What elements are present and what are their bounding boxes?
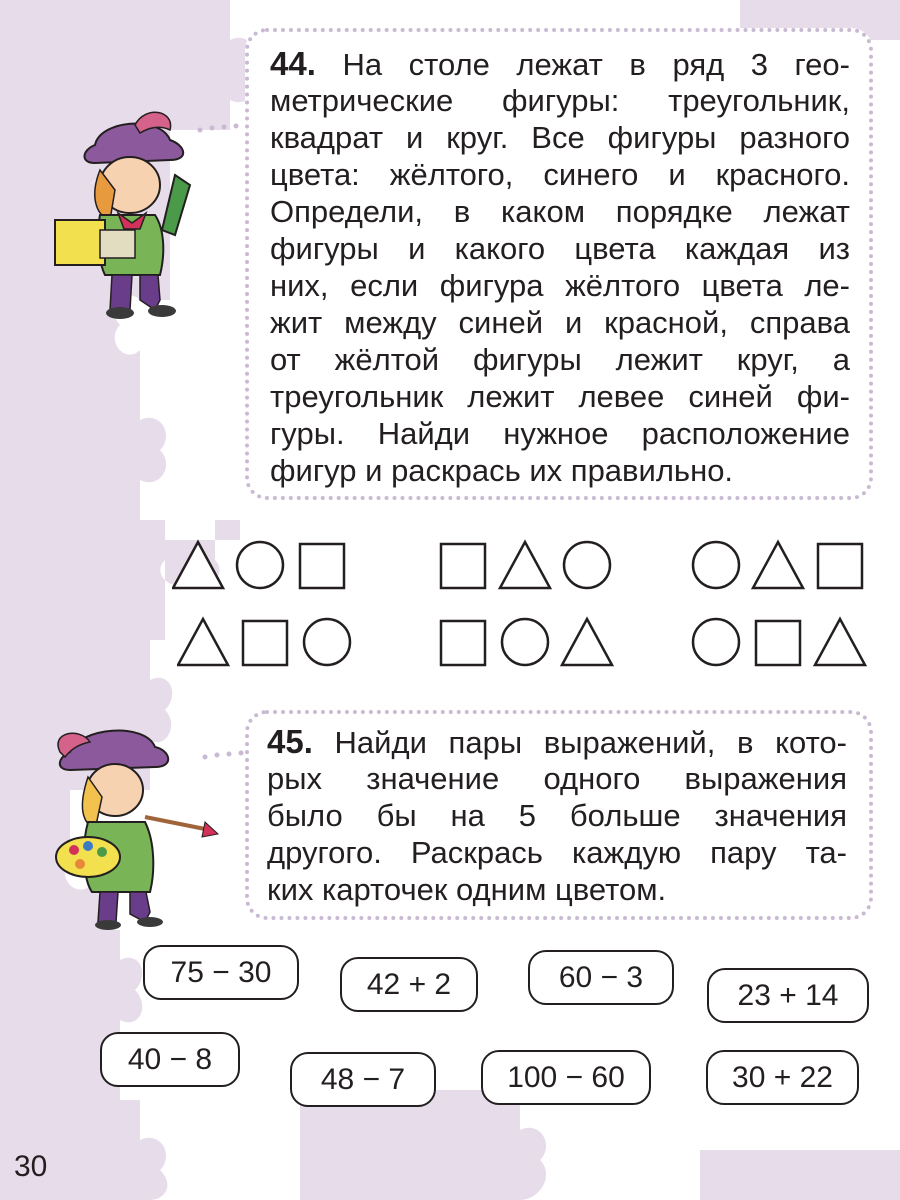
task-44-line-4: цвета: жёлтого, синего и красного. [270, 157, 850, 192]
expression-card[interactable]: 48 − 7 [290, 1052, 436, 1107]
triangle-shape[interactable] [173, 542, 223, 588]
shape-row-svg [690, 615, 880, 671]
task-44-line-8: жит между синей и красной, справа [270, 305, 850, 340]
circle-shape[interactable] [237, 542, 283, 588]
task-45-text [267, 723, 847, 908]
shape-row-svg [437, 538, 627, 594]
task-44-line-6: фигуры и какого цвета каждая из [270, 231, 850, 266]
shape-group-3[interactable] [690, 538, 880, 599]
shape-group-6[interactable] [690, 615, 880, 676]
task-44-number: 44. [270, 45, 316, 82]
circle-shape[interactable] [304, 619, 350, 665]
expression-card[interactable]: 40 − 8 [100, 1032, 240, 1087]
shape-group-2[interactable] [437, 538, 627, 599]
expression-card[interactable]: 75 − 30 [143, 945, 299, 1000]
expression-card[interactable]: 23 + 14 [707, 968, 869, 1023]
expression-card[interactable]: 42 + 2 [340, 957, 478, 1012]
task-44-line-5: Определи, в каком порядке лежат [270, 194, 850, 229]
square-shape[interactable] [300, 544, 344, 588]
triangle-shape[interactable] [815, 619, 865, 665]
shape-group-1[interactable] [172, 538, 362, 599]
expression-card[interactable]: 30 + 22 [706, 1050, 859, 1105]
task-45-number: 45. [267, 723, 313, 760]
expression-card[interactable]: 60 − 3 [528, 950, 674, 1005]
task-44-line-1: 44. На столе лежат в ряд 3 гео- [270, 45, 850, 82]
task-45-line-1: 45. Найди пары выражений, в кото- [267, 723, 847, 760]
page-number: 30 [14, 1150, 48, 1183]
square-shape[interactable] [441, 544, 485, 588]
shape-group-4[interactable] [177, 615, 367, 676]
task-45-line-5: ких карточек одним цветом. [267, 872, 667, 907]
square-shape[interactable] [243, 621, 287, 665]
shape-row-svg [690, 538, 880, 594]
expression-card[interactable]: 100 − 60 [481, 1050, 651, 1105]
square-shape[interactable] [441, 621, 485, 665]
triangle-shape[interactable] [178, 619, 228, 665]
square-shape[interactable] [756, 621, 800, 665]
task-45-line-4: другого. Раскрась каждую пару та- [267, 835, 847, 870]
circle-shape[interactable] [693, 542, 739, 588]
triangle-shape[interactable] [500, 542, 550, 588]
task-44-line-3: квадрат и круг. Все фигуры разного [270, 120, 850, 155]
shape-row-svg [177, 615, 367, 671]
task-44-line-2: метрические фигуры: треугольник, [270, 83, 850, 118]
task-44-line-10: треугольник лежит левее синей фи- [270, 379, 850, 414]
circle-shape[interactable] [502, 619, 548, 665]
circle-shape[interactable] [564, 542, 610, 588]
shape-group-5[interactable] [437, 615, 627, 676]
shape-row-svg [437, 615, 627, 671]
girl-with-pencil-illustration [40, 105, 215, 320]
task-44-line-7: них, если фигура жёлтого цвета ле- [270, 268, 850, 303]
task-45-line-3: было бы на 5 больше значения [267, 798, 847, 833]
triangle-shape[interactable] [562, 619, 612, 665]
task-44-text [270, 45, 850, 489]
triangle-shape[interactable] [753, 542, 803, 588]
circle-shape[interactable] [693, 619, 739, 665]
shape-row-svg [172, 538, 362, 594]
girl-with-palette-illustration [50, 722, 220, 932]
task-44-line-12: фигур и раскрась их правильно. [270, 453, 734, 488]
square-shape[interactable] [818, 544, 862, 588]
task-44-line-11: гуры. Найди нужное расположение [270, 416, 850, 451]
task-44-line-9: от жёлтой фигуры лежит круг, а [270, 342, 850, 377]
task-45-line-2: рых значение одного выражения [267, 761, 847, 796]
